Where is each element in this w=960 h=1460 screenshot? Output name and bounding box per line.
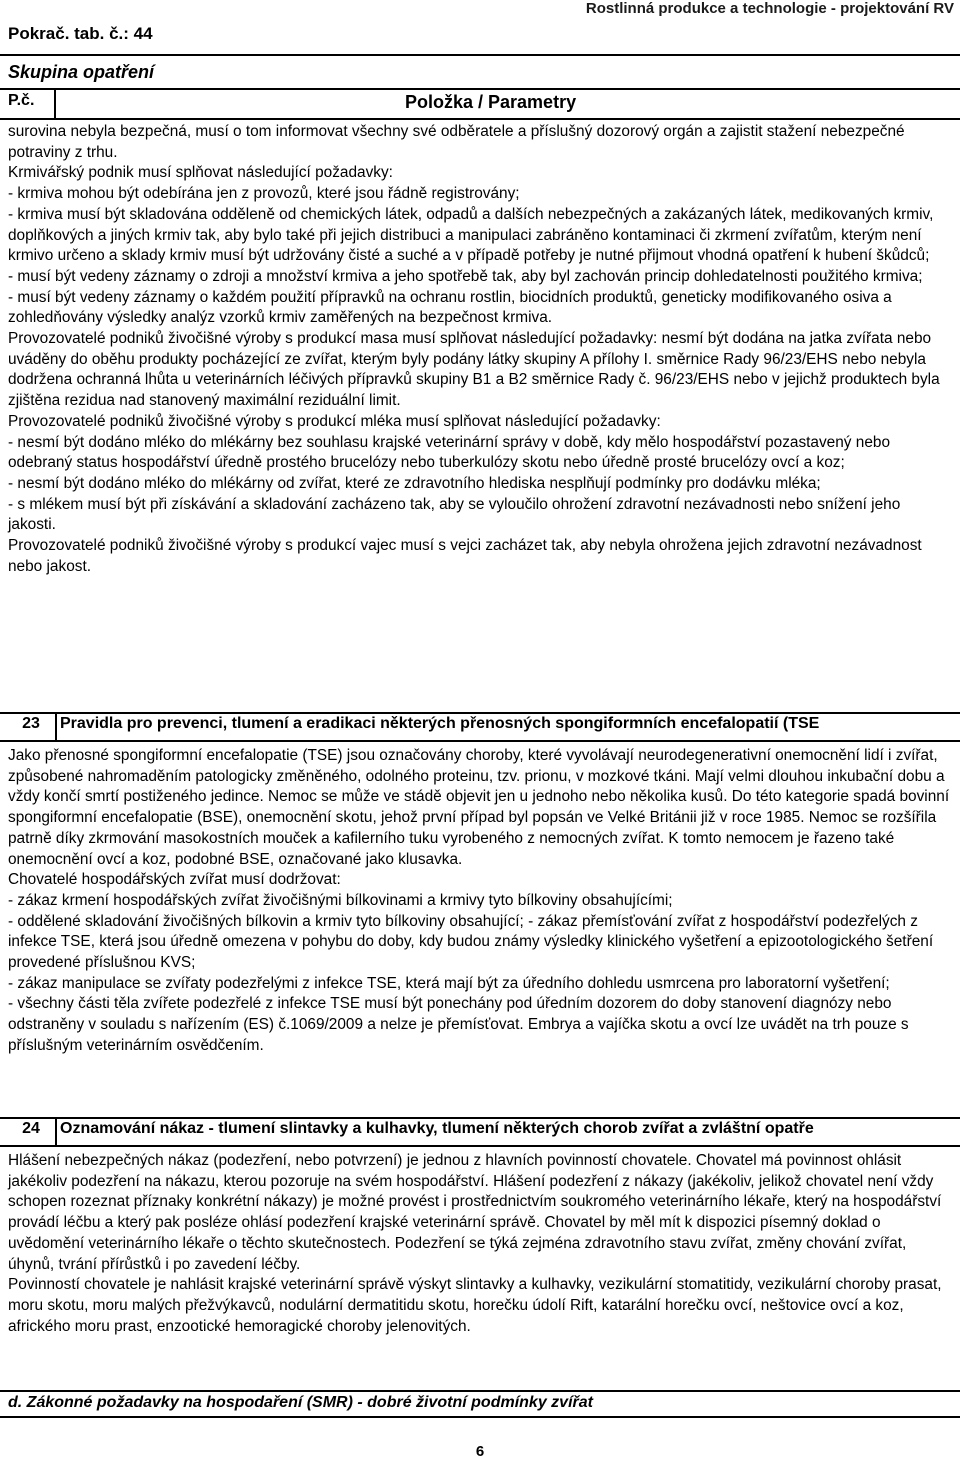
section-23-divider: [55, 712, 57, 740]
paragraph: Hlášení nebezpečných nákaz (podezření, nebo potvrzení) je jednou z hlavních povinností chovatele. Chovatel má povinnost ohlásit jakékoliv podezření na nákazu, kterou pozoruje na svém hospodářství. Hlášení podezření z nákazy (jakékoliv, jelikož chovatel není vždy schopen rozeznat příznaky konkrétní nákazy) je možné provést i prostřednictvím soukromého veterinárního lékaře, který na hospodářství provádí léčbu a který pak posléze ohlásí podezření krajské veterinární správě. Chovatel by měl mít k dispozici písemný doklad o uvědomění veterinárního lékaře o těchto skutečnostech. Podezření se týká zejména zdravotního stavu zvířat, změny chování zvířat, úhynů, tvrání přírůstků i po zavedení léčby.: [8, 1152, 942, 1273]
footer-bottom-divider: [0, 1416, 960, 1418]
paragraph: - krmiva musí být skladována odděleně od chemických látek, odpadů a dalších nebezpečných a zakázaných látek, medikovaných krmiv, doplňkových a jiných krmiv tak, aby bylo také při jejich distribuci a manipulaci zabráněno kontaminaci či zkrmení zvířatům, kterým není krmivo určeno a sklady krmiv musí být udržovány čisté a suché a v případě potřeby je nutné přijmout vhodná opatření k hubení škůdců;: [8, 205, 934, 265]
column-header-number: P.č.: [8, 92, 35, 109]
section-24-text: [8, 1151, 952, 1337]
section-24-number: 24: [22, 1120, 40, 1137]
paragraph: Provozovatelé podniků živočišné výroby s produkcí masa musí splňovat následující požadavky: nesmí být dodána na jatka zvířata nebo uváděny do oběhu produkty pocházející ze zvířat, kterým byly podány látky skupiny A přílohy I. směrnice Rady 96/23/EHS nebo nebyla dodržena ochranná lhůta u veterinárních léčivých přípravků skupiny B1 a B2 směrnice Rady č. 96/23/EHS nebo v jejichž produktech byla zjištěna rezidua nad stanovený maximální reziduální limit.: [8, 330, 940, 410]
group-divider: [0, 88, 960, 90]
paragraph: Povinností chovatele je nahlásit krajské veterinární správě výskyt slintavky a kulhavky, vezikulární stomatitidy, vezikulární choroby prasat, moru skotu, moru malých přežvýkavců, nodulární dermatitidu skotu, horečku údolí Rift, katarální horečku ovcí, neštovice ovcí a koz, afrického moru prast, enzootické hemoragické choroby jelenovitých.: [8, 1276, 942, 1335]
paragraph: Jako přenosné spongiformní encefalopatie (TSE) jsou označovány choroby, které vyvolávají neurodegenerativní onemocnění lidí i zvířat, způsobené nahromaděním patologicky změněného, odolného proteinu, tzv. prionu, v mozkové tkáni. Mají velmi dlouhou inkubační dobu a vždy končí smrtí postiženého jedince. Nemoc se může ve stádě objevit jen u jednoho nebo několika kusů. Do této kategorie spadá bovinní spongiformní encefalopatie (BSE), onemocnění skotu, jehož první případ byl popsán ve Velké Británii již v roce 1985. Nemoc se rozšířila patrně díky zkrmování masokostních mouček a kafilerního tuku vyrobeného z nemocných zvířat. K tomto nemocem je řazeno také onemocnění ovcí a koz, podobné BSE, označované jako klusavka.: [8, 747, 950, 868]
footer-divider: [0, 1390, 960, 1392]
section-23-number: 23: [22, 715, 40, 732]
column-header-divider: [0, 118, 960, 120]
footer-heading: d. Zákonné požadavky na hospodaření (SMR) - dobré životní podmínky zvířat: [8, 1394, 593, 1411]
section-24-divider: [55, 1117, 57, 1145]
page-number: 6: [475, 1443, 485, 1460]
paragraph: - zákaz manipulace se zvířaty podezřelými z infekce TSE, která mají být za úředního dohledu usmrcena pro laboratorní vyšetření;: [8, 974, 890, 992]
paragraph: Provozovatelé podniků živočišné výroby s produkcí mléka musí splňovat následující požadavky:: [8, 412, 661, 430]
header-divider: [0, 54, 960, 56]
section-24-title: Oznamování nákaz - tlumení slintavky a kulhavky, tlumení některých chorob zvířat a zvláštní opatře: [60, 1120, 814, 1137]
paragraph: - s mlékem musí být při získávání a skladování zacházeno tak, aby se vyloučilo ohrožení zdravotní nezávadnosti nebo snížení jeho jakosti.: [8, 495, 901, 534]
paragraph: - krmiva mohou být odebírána jen z provozů, které jsou řádně registrovány;: [8, 185, 520, 203]
paragraph: Chovatelé hospodářských zvířat musí dodržovat:: [8, 871, 341, 889]
group-label: Skupina opatření: [8, 62, 155, 82]
paragraph: - musí být vedeny záznamy o každém použití přípravků na ochranu rostlin, biocidních produktů, geneticky modifikovaného osiva a zohledňovány výsledky analýz vzorků krmiv zaměřených na bezpečnost krmiva.: [8, 288, 892, 327]
document-title: Rostlinná produkce a technologie - projektování RV: [585, 0, 954, 17]
table-continuation-label: Pokrač. tab. č.: 44: [8, 24, 153, 43]
section-23-text: [8, 746, 952, 1057]
paragraph: surovina nebyla bezpečná, musí o tom informovat všechny své odběratele a příslušný dozorový orgán a zajistit stažení nebezpečné potraviny z trhu.: [8, 123, 905, 161]
paragraph: - nesmí být dodáno mléko do mlékárny od zvířat, které ze zdravotního hlediska nesplňují podmínky pro dodávku mléka;: [8, 474, 821, 492]
section-24-bottom-border: [0, 1145, 960, 1147]
paragraph: Krmivářský podnik musí splňovat následující požadavky:: [8, 164, 393, 182]
paragraph: - nesmí být dodáno mléko do mlékárny bez souhlasu krajské veterinární správy v době, kdy mělo hospodářství pozastavený nebo odebraný status hospodářství úředně prostého brucelózy nebo tuberkulózy skotu nebo úředně prosté brucelózy ovcí a koz;: [8, 433, 891, 472]
paragraph: - musí být vedeny záznamy o zdroji a množství krmiva a jeho spotřebě tak, aby byl zachován princip dohledatelnosti použitého krmiva;: [8, 267, 923, 285]
paragraph: - zákaz krmení hospodářských zvířat živočišnými bílkovinami a krmivy tyto bílkoviny obsahujícími;: [8, 891, 673, 909]
column-header-item: Položka / Parametry: [405, 92, 577, 112]
column-divider: [54, 88, 56, 118]
intro-text: [8, 122, 952, 577]
paragraph: Provozovatelé podniků živočišné výroby s produkcí vajec musí s vejci zacházet tak, aby nebyla ohrožena jejich zdravotní nezávadnost nebo jakost.: [8, 537, 922, 575]
section-23-top-border: [0, 712, 960, 714]
section-23-bottom-border: [0, 740, 960, 742]
section-23-title: Pravidla pro prevenci, tlumení a eradikaci některých přenosných spongiformních encefalopatií (TSE: [60, 715, 820, 732]
paragraph: - všechny části těla zvířete podezřelé z infekce TSE musí být ponechány pod úředním dozorem do doby stanovení diagnózy nebo odstraněny v souladu s nařízením (ES) č.1069/2009 a nelze je přemísťovat. Embrya a vajíčka skotu a ovcí lze uvádět na trh pouze s příslušným veterinárním osvědčením.: [8, 995, 909, 1054]
paragraph: - oddělené skladování živočišných bílkovin a krmiv tyto bílkoviny obsahující; - zákaz přemísťování zvířat z hospodářství podezřelých z infekce TSE, která jsou úředně omezena v pohybu do doby, kdy budou známy výsledky klinického vyšetření a epizootologického šetření provedené příslušnou KVS;: [8, 912, 934, 972]
section-24-top-border: [0, 1117, 960, 1119]
